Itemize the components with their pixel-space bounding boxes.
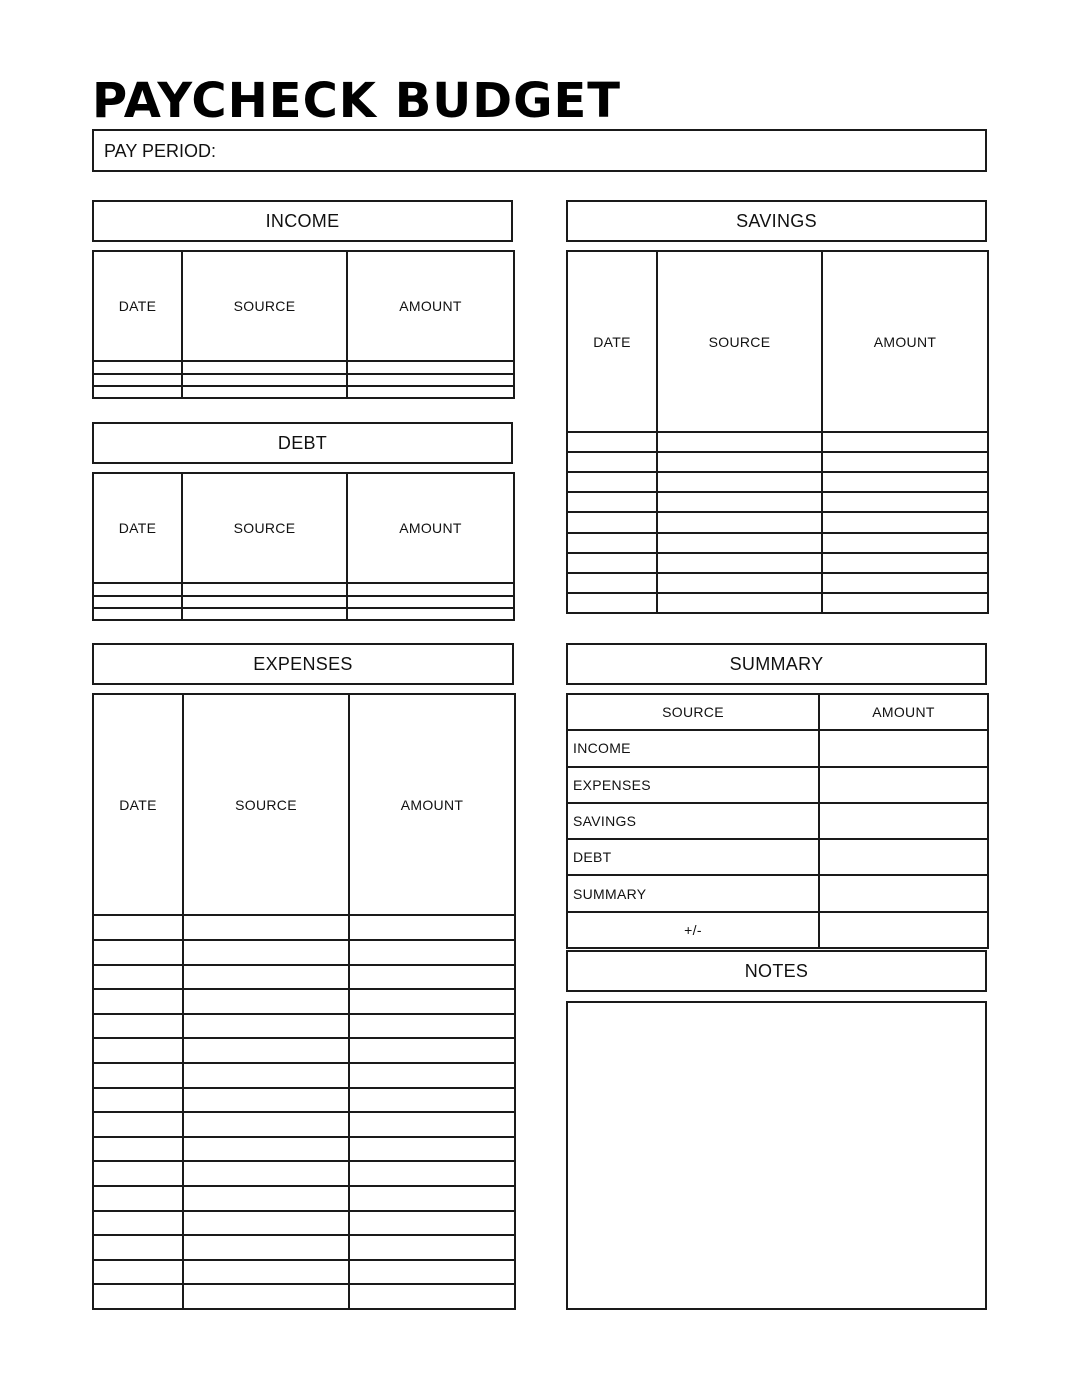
income-amount-cell[interactable] [347, 361, 514, 373]
income-source-cell[interactable] [182, 374, 347, 386]
debt-amount-cell[interactable] [347, 583, 514, 595]
savings-amount-cell[interactable] [822, 573, 988, 593]
savings-header-date: DATE [567, 251, 657, 432]
expenses-row [93, 1063, 515, 1088]
expenses-header-amount: AMOUNT [349, 694, 515, 915]
summary-label-savings: SAVINGS [567, 803, 819, 839]
income-header-date: DATE [93, 251, 182, 361]
expenses-header-source: SOURCE [183, 694, 349, 915]
debt-header-source: SOURCE [182, 473, 347, 583]
expenses-amount-cell[interactable] [349, 940, 515, 965]
savings-date-cell[interactable] [567, 512, 657, 532]
expenses-row [93, 965, 515, 990]
expenses-amount-cell[interactable] [349, 1161, 515, 1186]
savings-amount-cell[interactable] [822, 553, 988, 573]
summary-table [566, 693, 989, 949]
expenses-source-cell[interactable] [183, 915, 349, 940]
debt-row [93, 596, 514, 608]
savings-amount-cell[interactable] [822, 452, 988, 472]
expenses-source-cell[interactable] [183, 1161, 349, 1186]
summary-label-difference: +/- [567, 912, 819, 948]
summary-header-source: SOURCE [567, 694, 819, 730]
savings-row [567, 533, 988, 553]
expenses-table [92, 693, 516, 1310]
expenses-amount-cell[interactable] [349, 915, 515, 940]
expenses-date-cell[interactable] [93, 1235, 183, 1260]
expenses-source-cell[interactable] [183, 989, 349, 1014]
expenses-amount-cell[interactable] [349, 1211, 515, 1236]
debt-header-date: DATE [93, 473, 182, 583]
expenses-amount-cell[interactable] [349, 1038, 515, 1063]
debt-header-amount: AMOUNT [347, 473, 514, 583]
summary-section-title: SUMMARY [566, 643, 987, 685]
expenses-row [93, 1014, 515, 1039]
summary-label-income: INCOME [567, 730, 819, 766]
expenses-row [93, 989, 515, 1014]
savings-source-cell[interactable] [657, 472, 822, 492]
expenses-section-title: EXPENSES [92, 643, 514, 685]
savings-row [567, 553, 988, 573]
expenses-source-cell[interactable] [183, 1137, 349, 1162]
summary-label-expenses: EXPENSES [567, 767, 819, 803]
income-amount-cell[interactable] [347, 374, 514, 386]
expenses-source-cell[interactable] [183, 1038, 349, 1063]
savings-source-cell[interactable] [657, 492, 822, 512]
savings-header-source: SOURCE [657, 251, 822, 432]
expenses-row [93, 1137, 515, 1162]
pay-period-field[interactable]: PAY PERIOD: [92, 129, 987, 172]
savings-amount-cell[interactable] [822, 593, 988, 613]
expenses-source-cell[interactable] [183, 1211, 349, 1236]
expenses-amount-cell[interactable] [349, 1235, 515, 1260]
expenses-date-cell[interactable] [93, 1038, 183, 1063]
savings-amount-cell[interactable] [822, 472, 988, 492]
expenses-amount-cell[interactable] [349, 1112, 515, 1137]
expenses-row [93, 1284, 515, 1309]
expenses-row [93, 915, 515, 940]
expenses-source-cell[interactable] [183, 1112, 349, 1137]
income-header-amount: AMOUNT [347, 251, 514, 361]
expenses-row [93, 1260, 515, 1285]
debt-amount-cell[interactable] [347, 608, 514, 620]
savings-amount-cell[interactable] [822, 492, 988, 512]
savings-date-cell[interactable] [567, 573, 657, 593]
expenses-date-cell[interactable] [93, 1186, 183, 1211]
savings-row [567, 432, 988, 452]
summary-amount-cell[interactable] [819, 767, 988, 803]
expenses-source-cell[interactable] [183, 940, 349, 965]
debt-amount-cell[interactable] [347, 596, 514, 608]
expenses-date-cell[interactable] [93, 1014, 183, 1039]
page-title: PAYCHECK BUDGET [92, 73, 622, 129]
debt-table [92, 472, 515, 621]
expenses-row [93, 1112, 515, 1137]
notes-area[interactable] [566, 1001, 987, 1310]
expenses-date-cell[interactable] [93, 1063, 183, 1088]
debt-row [93, 583, 514, 595]
expenses-source-cell[interactable] [183, 1014, 349, 1039]
savings-source-cell[interactable] [657, 512, 822, 532]
expenses-date-cell[interactable] [93, 1112, 183, 1137]
savings-date-cell[interactable] [567, 472, 657, 492]
summary-amount-cell[interactable] [819, 803, 988, 839]
summary-amount-cell[interactable] [819, 730, 988, 766]
expenses-source-cell[interactable] [183, 1260, 349, 1285]
income-section-title: INCOME [92, 200, 513, 242]
expenses-date-cell[interactable] [93, 1137, 183, 1162]
summary-amount-cell[interactable] [819, 839, 988, 875]
notes-section-title: NOTES [566, 950, 987, 992]
debt-source-cell[interactable] [182, 583, 347, 595]
debt-source-cell[interactable] [182, 596, 347, 608]
expenses-source-cell[interactable] [183, 1284, 349, 1309]
income-row [93, 386, 514, 398]
savings-source-cell[interactable] [657, 533, 822, 553]
expenses-row [93, 1161, 515, 1186]
expenses-row [93, 1186, 515, 1211]
income-date-cell[interactable] [93, 361, 182, 373]
expenses-date-cell[interactable] [93, 1088, 183, 1113]
income-table [92, 250, 515, 399]
summary-label-summary: SUMMARY [567, 875, 819, 911]
savings-date-cell[interactable] [567, 593, 657, 613]
income-row [93, 361, 514, 373]
savings-row [567, 492, 988, 512]
expenses-source-cell[interactable] [183, 965, 349, 990]
savings-source-cell[interactable] [657, 432, 822, 452]
savings-date-cell[interactable] [567, 553, 657, 573]
expenses-source-cell[interactable] [183, 1063, 349, 1088]
expenses-date-cell[interactable] [93, 1211, 183, 1236]
savings-date-cell[interactable] [567, 533, 657, 553]
savings-header-amount: AMOUNT [822, 251, 988, 432]
income-amount-cell[interactable] [347, 386, 514, 398]
savings-date-cell[interactable] [567, 492, 657, 512]
savings-source-cell[interactable] [657, 553, 822, 573]
savings-row [567, 512, 988, 532]
savings-amount-cell[interactable] [822, 432, 988, 452]
expenses-amount-cell[interactable] [349, 1284, 515, 1309]
savings-date-cell[interactable] [567, 432, 657, 452]
expenses-amount-cell[interactable] [349, 1186, 515, 1211]
income-date-cell[interactable] [93, 374, 182, 386]
summary-header-amount: AMOUNT [819, 694, 988, 730]
expenses-amount-cell[interactable] [349, 1014, 515, 1039]
debt-date-cell[interactable] [93, 596, 182, 608]
expenses-date-cell[interactable] [93, 989, 183, 1014]
expenses-row [93, 940, 515, 965]
expenses-source-cell[interactable] [183, 1186, 349, 1211]
income-header-source: SOURCE [182, 251, 347, 361]
expenses-header-date: DATE [93, 694, 183, 915]
summary-amount-cell[interactable] [819, 912, 988, 948]
expenses-source-cell[interactable] [183, 1088, 349, 1113]
savings-row [567, 472, 988, 492]
expenses-row [93, 1211, 515, 1236]
summary-label-debt: DEBT [567, 839, 819, 875]
expenses-amount-cell[interactable] [349, 1088, 515, 1113]
expenses-amount-cell[interactable] [349, 1063, 515, 1088]
debt-source-cell[interactable] [182, 608, 347, 620]
savings-source-cell[interactable] [657, 573, 822, 593]
expenses-date-cell[interactable] [93, 1284, 183, 1309]
savings-source-cell[interactable] [657, 452, 822, 472]
savings-table [566, 250, 989, 614]
expenses-row [93, 1235, 515, 1260]
expenses-row [93, 1038, 515, 1063]
expenses-amount-cell[interactable] [349, 1260, 515, 1285]
debt-date-cell[interactable] [93, 608, 182, 620]
expenses-amount-cell[interactable] [349, 1137, 515, 1162]
savings-row [567, 452, 988, 472]
expenses-date-cell[interactable] [93, 1161, 183, 1186]
savings-amount-cell[interactable] [822, 512, 988, 532]
income-source-cell[interactable] [182, 361, 347, 373]
expenses-amount-cell[interactable] [349, 989, 515, 1014]
savings-row [567, 573, 988, 593]
debt-row [93, 608, 514, 620]
expenses-row [93, 1088, 515, 1113]
savings-amount-cell[interactable] [822, 533, 988, 553]
expenses-amount-cell[interactable] [349, 965, 515, 990]
expenses-date-cell[interactable] [93, 1260, 183, 1285]
income-date-cell[interactable] [93, 386, 182, 398]
summary-amount-cell[interactable] [819, 875, 988, 911]
expenses-date-cell[interactable] [93, 965, 183, 990]
income-source-cell[interactable] [182, 386, 347, 398]
savings-source-cell[interactable] [657, 593, 822, 613]
savings-row [567, 593, 988, 613]
debt-date-cell[interactable] [93, 583, 182, 595]
expenses-source-cell[interactable] [183, 1235, 349, 1260]
savings-section-title: SAVINGS [566, 200, 987, 242]
expenses-date-cell[interactable] [93, 940, 183, 965]
expenses-date-cell[interactable] [93, 915, 183, 940]
income-row [93, 374, 514, 386]
debt-section-title: DEBT [92, 422, 513, 464]
savings-date-cell[interactable] [567, 452, 657, 472]
